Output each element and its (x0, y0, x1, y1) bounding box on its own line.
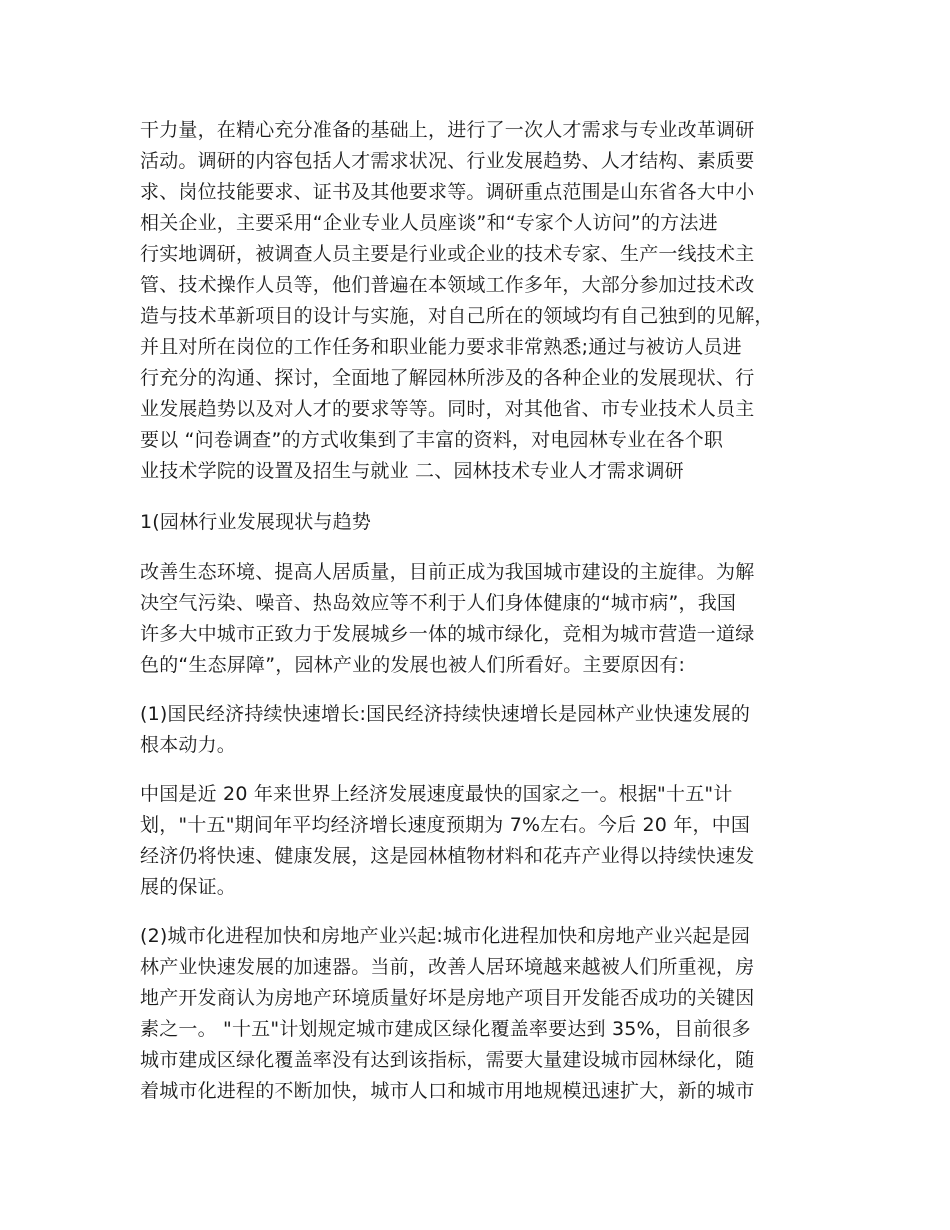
text-line: 地产开发商认为房地产环境质量好坏是房地产项目开发能否成功的关键因 (140, 987, 755, 1009)
text-line: 改善生态环境、提高人居质量，目前正成为我国城市建设的主旋律。为解 (140, 561, 755, 583)
paragraph-urbanization (140, 921, 754, 1107)
text-line: 行实地调研，被调查人员主要是行业或企业的技术专家、生产一线技术主 (140, 243, 755, 265)
paragraph-survey-intro (140, 115, 774, 487)
text-line: 经济仍将快速、健康发展，这是园林植物材料和花卉产业得以持续快速发 (140, 845, 755, 867)
text-line: (1)国民经济持续快速增长:国民经济持续快速增长是园林产业快速发展的 (140, 703, 751, 725)
text-line: 决空气污染、噪音、热岛效应等不利于人们身体健康的“城市病”，我国 (140, 592, 737, 614)
text-line: 着城市化进程的不断加快，城市人口和城市用地规模迅速扩大，新的城市 (140, 1080, 755, 1102)
text-line: 要以 “问卷调查”的方式收集到了丰富的资料，对电园林专业在各个职 (140, 429, 724, 451)
text-line: 展的保证。 (140, 876, 237, 898)
section-heading (140, 507, 371, 538)
text-line: 色的“生态屏障”，园林产业的发展也被人们所看好。主要原因有: (140, 654, 686, 676)
text-line: 根本动力。 (140, 734, 237, 756)
text-line: 行充分的沟通、探讨，全面地了解园林所涉及的各种企业的发展现状、行 (140, 367, 755, 389)
text-line: 中国是近 20 年来世界上经济发展速度最快的国家之一。根据"十五"计 (140, 783, 733, 805)
text-line: 许多大中城市正致力于发展城乡一体的城市绿化，竞相为城市营造一道绿 (140, 623, 755, 645)
text-line: 业技术学院的设置及招生与就业 二、园林技术专业人才需求调研 (140, 460, 684, 482)
text-line: 素之一。 "十五"计划规定城市建成区绿化覆盖率要达到 35%，目前很多 (140, 1018, 751, 1040)
text-line: 活动。调研的内容包括人才需求状况、行业发展趋势、人才结构、素质要 (140, 150, 755, 172)
text-line: 相关企业，主要采用“企业专业人员座谈”和“专家个人访问”的方法进 (140, 212, 718, 234)
text-line: 城市建成区绿化覆盖率没有达到该指标，需要大量建设城市园林绿化，随 (140, 1049, 755, 1071)
paragraph-ecology (140, 557, 754, 681)
text-line: 管、技术操作人员等，他们普遍在本领域工作多年，大部分参加过技术改 (140, 274, 755, 296)
paragraph-economy-growth (140, 699, 750, 761)
text-line: 划，"十五"期间年平均经济增长速度预期为 7%左右。今后 20 年，中国 (140, 814, 751, 836)
text-line: 造与技术革新项目的设计与实施，对自己所在的领域均有自己独到的见解， (140, 305, 774, 327)
text-line: 业发展趋势以及对人才的要求等等。同时，对其他省、市专业技术人员主 (140, 398, 755, 420)
text-line: 干力量，在精心充分准备的基础上，进行了一次人才需求与专业改革调研 (140, 119, 755, 141)
text-line: 林产业快速发展的加速器。当前，改善人居环境越来越被人们所重视，房 (140, 956, 755, 978)
paragraph-china-economy (140, 779, 754, 903)
text-line: 求、岗位技能要求、证书及其他要求等。调研重点范围是山东省各大中小 (140, 181, 755, 203)
text-line: (2)城市化进程加快和房地产业兴起:城市化进程加快和房地产业兴起是园 (140, 925, 751, 947)
text-line: 并且对所在岗位的工作任务和职业能力要求非常熟悉;通过与被访人员进 (140, 336, 742, 358)
heading-text: 1(园林行业发展现状与趋势 (140, 511, 372, 533)
